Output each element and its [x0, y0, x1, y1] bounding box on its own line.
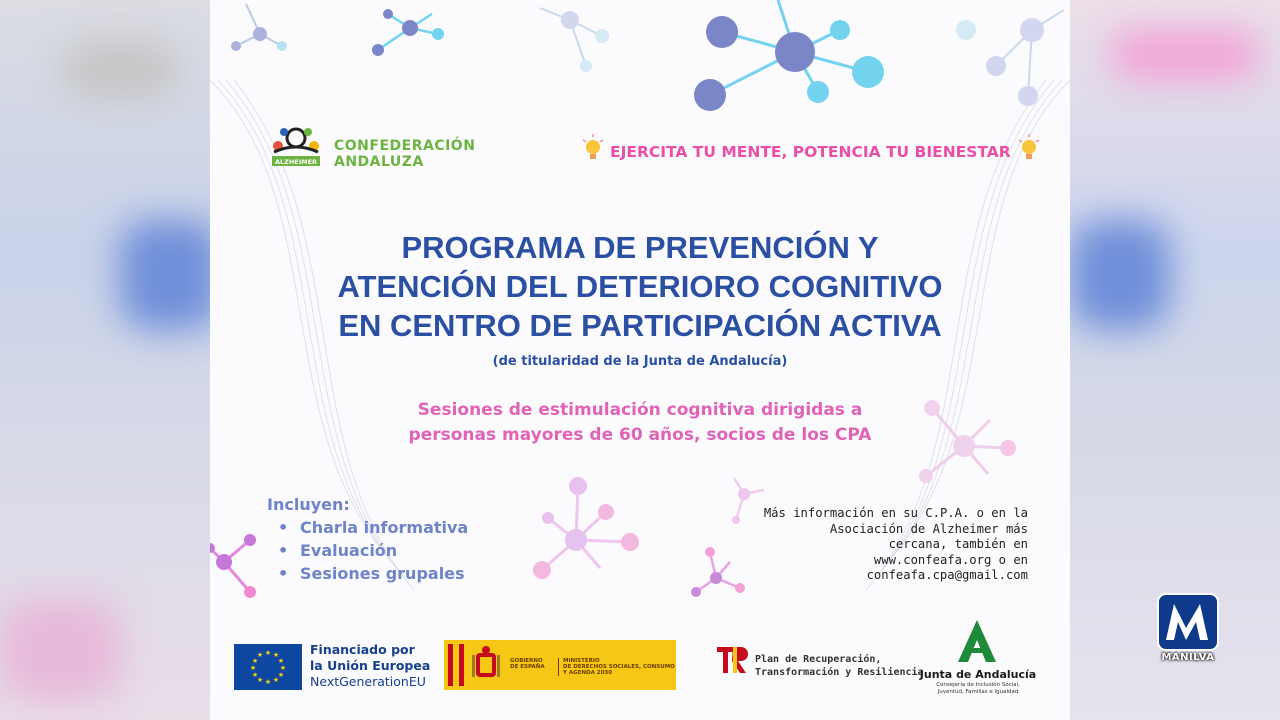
plan-recuperacion-text — [755, 653, 924, 679]
email-link[interactable]: confeafa.cpa@gmail.com — [866, 568, 1028, 582]
svg-text:★: ★ — [272, 676, 280, 684]
ja-sub-line1: Consejería de Inclusión Social, — [936, 682, 1020, 688]
confederacion-logo — [268, 120, 528, 180]
contact-info — [750, 506, 1028, 584]
blur-blob — [120, 220, 220, 330]
junta-andalucia-icon — [952, 618, 1002, 666]
confederacion-name-line1: CONFEDERACIÓN — [334, 138, 476, 154]
blur-blob — [1110, 30, 1260, 80]
sessions-line-1: Sesiones de estimulación cognitiva dirigidas a — [417, 400, 863, 420]
junta-andalucia-subtitle — [918, 682, 1038, 696]
confederacion-name-line2: ANDALUZA — [334, 154, 424, 170]
sessions-description — [310, 398, 970, 448]
includes-list — [267, 493, 468, 585]
eu-stars-icon — [234, 644, 302, 690]
eu-funding-text — [310, 642, 430, 690]
eu-text-line1: Financiado por — [310, 642, 415, 657]
title-line-3: EN CENTRO DE PARTICIPACIÓN ACTIVA — [338, 308, 942, 343]
website-link[interactable]: www.confeafa.org o en — [873, 552, 1028, 567]
svg-text:★: ★ — [277, 671, 285, 679]
svg-text:★: ★ — [256, 651, 264, 659]
ministerio-text: MINISTERIO DE DERECHOS SOCIALES, CONSUMO Y AGENDA 2030 — [558, 658, 675, 676]
sessions-line-2: personas mayores de 60 años, socios de los CPA — [408, 425, 872, 445]
title-line-1: PROGRAMA DE PREVENCIÓN Y — [401, 230, 879, 265]
info-line: Más información en su C.P.A. o en la — [763, 506, 1028, 520]
svg-text:★: ★ — [277, 657, 285, 665]
tr-line2: Transformación y Resiliencia — [755, 667, 924, 678]
molecule-bottom-center — [542, 486, 630, 570]
left-blurred-background — [0, 0, 210, 720]
svg-text:★: ★ — [264, 678, 272, 686]
poster — [210, 0, 1070, 720]
svg-text:ALZHEIMER: ALZHEIMER — [274, 158, 318, 166]
plan-recuperacion-icon — [715, 644, 751, 676]
svg-text:★: ★ — [251, 657, 259, 665]
ja-sub-line2: Juventud, Familias e Igualdad — [937, 689, 1019, 695]
info-line: Asociación de Alzheimer más — [829, 521, 1028, 536]
eu-text-line3: NextGenerationEU — [310, 674, 426, 689]
junta-andalucia-title: Junta de Andalucía — [919, 668, 1037, 681]
svg-text:★: ★ — [251, 671, 259, 679]
blur-blob — [0, 600, 120, 700]
svg-text:★: ★ — [264, 649, 272, 657]
includes-item: • Evaluación — [300, 539, 468, 562]
title-line-2: ATENCIÓN DEL DETERIORO COGNITIVO — [337, 269, 943, 304]
includes-heading: Incluyen: — [267, 495, 350, 514]
includes-item: • Charla informativa — [300, 516, 468, 539]
svg-text:★: ★ — [279, 664, 287, 672]
eu-text-line2: la Unión Europea — [310, 658, 431, 673]
program-title — [250, 228, 1030, 345]
svg-text:★: ★ — [256, 676, 264, 684]
lightbulb-icon — [1018, 134, 1040, 166]
slogan — [582, 132, 1042, 168]
tr-line1: Plan de Recuperación, — [755, 654, 882, 665]
manilva-watermark-text: MANILVA — [1161, 652, 1215, 663]
gobierno-espana-logo — [444, 640, 676, 690]
spain-flag-icon — [448, 644, 464, 686]
blur-blob — [60, 40, 180, 100]
info-line: cercana, también en — [888, 537, 1028, 551]
lightbulb-icon — [582, 134, 604, 166]
title-subtitle: (de titularidad de la Junta de Andalucía) — [492, 354, 788, 369]
gobierno-text: GOBIERNO DE ESPAÑA — [510, 658, 545, 670]
includes-item: • Sesiones grupales — [300, 562, 468, 585]
slogan-text: EJERCITA TU MENTE, POTENCIA TU BIENESTAR — [610, 143, 1011, 161]
coat-of-arms-icon — [468, 645, 504, 685]
alzheimer-puzzle-icon — [268, 122, 324, 170]
svg-text:★: ★ — [249, 664, 257, 672]
eu-flag-icon — [234, 644, 302, 690]
blur-blob — [1070, 220, 1170, 330]
svg-text:★: ★ — [272, 651, 280, 659]
